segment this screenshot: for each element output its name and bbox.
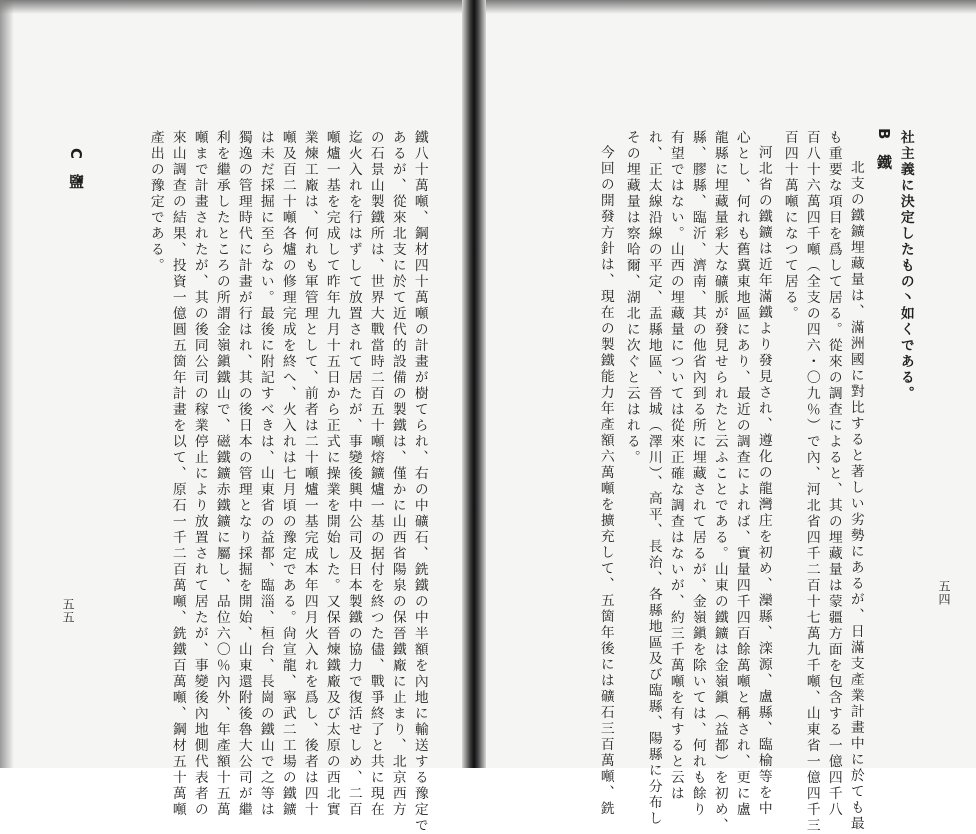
left-col-1: 鐵八十萬噸、鋼材四十萬噸の計畫が樹てられ、右の中礦石、銑鐵の中半額を內地に輸送する豫定で: [411, 130, 428, 834]
right-col-4: も重要な項目を爲して居る。從來の調查によると、其の埋藏量は蒙疆方面を包含する一億四千八: [825, 130, 842, 818]
page-edge-shadow: [0, 0, 14, 768]
right-col-1: 社主義に決定したもの丶如くである。: [897, 130, 914, 402]
left-top-shadow: [0, 0, 470, 14]
right-col-12: れ、正太線沿線の平定、盂縣地區、晉城（澤川）、高平、長治、各縣地區及び臨縣、陽縣に分布し: [645, 130, 662, 828]
right-col-8: 心とし、何れも舊冀東地區にあり、最近の調查によれば、實量四千四百餘萬噸と稱され、更に盧: [733, 130, 750, 818]
left-col-8: は未だ採掘に至らない。最後に附記すべきは、山東省の益都、臨淄、桓台、長崗の鐵山で之等は: [257, 130, 274, 818]
right-col-10: 縣、膠縣、臨沂、濟南、其の他省內到る所に埋藏されて居るが、金嶺鎭を除いては、何れも餘り: [689, 130, 706, 818]
left-col-12: 來山調查の結果、投資一億圓五箇年計畫を以て、原石一千二百萬噸、銑鐵百萬噸、鋼材五十萬噸: [169, 130, 186, 818]
right-top-shadow: [478, 0, 976, 14]
book-gutter: [462, 0, 486, 768]
left-col-11: 噸まで計畫されたが、其の後同公司の稼業停止により放置されて居たが、事變後內地側代表者の: [191, 130, 208, 818]
left-col-3: の石景山製鐵所は、世界大戰當時二百五十噸熔鑛爐一基の据付を終つた儘、戰爭終了と共に現在: [367, 130, 384, 818]
left-col-6: 業煉工廠は、何れも軍管理として、前者は二十噸爐一基完成本年四月火入れを爲し、後者は四十: [301, 130, 318, 818]
right-col-7: 河北省の鐵鑛は近年滿鐵より發見され、遵化の龍灣庄を初め、灤縣、滦源、盧縣、臨榆等を中: [755, 145, 772, 817]
section-heading-c: C 鹽: [67, 148, 85, 190]
left-col-7: 噸及百二十噸各爐の修理完成を終へ、火入れは七月頃の豫定である。尙宣龍、寧武二工場の鐵鑛: [279, 130, 296, 818]
right-col-9: 龍縣に埋藏量彩大な礦脈が發見せられたと云ふことである。山東の鐵鑛は金嶺鎭（益都）を初め、: [711, 130, 728, 834]
right-col-6: 百四十萬噸になつて居る。: [781, 130, 798, 322]
left-page-number: 五五: [61, 598, 75, 624]
right-col-5: 百八十六萬四千噸（全支の四六・〇九％）で內、河北省四千二百十七萬九千噸、山東省一億四千三: [803, 130, 820, 834]
left-col-2: あるが、從來北支に於て近代的設備の製鐵は、僅かに山西省陽泉の保晉鐵廠に止まり、北京西方: [389, 130, 406, 818]
left-col-5: 噸爐一基を完成して昨年九月十五日から正式に操業を開始した。又保晉煉鐵廠及び太原の西北實: [323, 130, 340, 818]
right-col-3: 北支の鐵鑛埋藏量は、滿洲國に對比すると著しい劣勢にあるが、日滿支產業計畫中に於ても最: [847, 160, 864, 832]
section-heading-b: B 鐵: [875, 128, 893, 170]
left-col-13: 產出の豫定である。: [147, 130, 164, 274]
right-col-13: その埋藏量は察哈爾、湖北に次ぐと云はれる。: [623, 130, 640, 466]
left-col-10: 利を繼承したところの所謂金嶺鎭鐵山で、磁鐵鑛赤鐵鑛に屬し、品位六〇％內外、年產額十五萬: [213, 130, 230, 818]
left-col-9: 獨逸の管理時代に計畫が行はれ、其の後日本の管理となり採掘を開始、山東還附後魯大公司が繼: [235, 130, 252, 818]
right-col-14: 今回の開發方針は、現在の製鐵能力年產額六萬噸を擴充して、五箇年後には礦石三百萬噸、銑: [597, 145, 614, 817]
right-page-number: 五四: [937, 580, 951, 606]
left-col-4: 迄火入れを行はずして放置されて居たが、事變後興中公司及日本製鐵の協力で復活せしめ、二百: [345, 130, 362, 818]
right-col-11: 有望ではない。山西の埋藏量については從來正確な調查はないが、約三千萬噸を有すると云は: [667, 130, 684, 802]
